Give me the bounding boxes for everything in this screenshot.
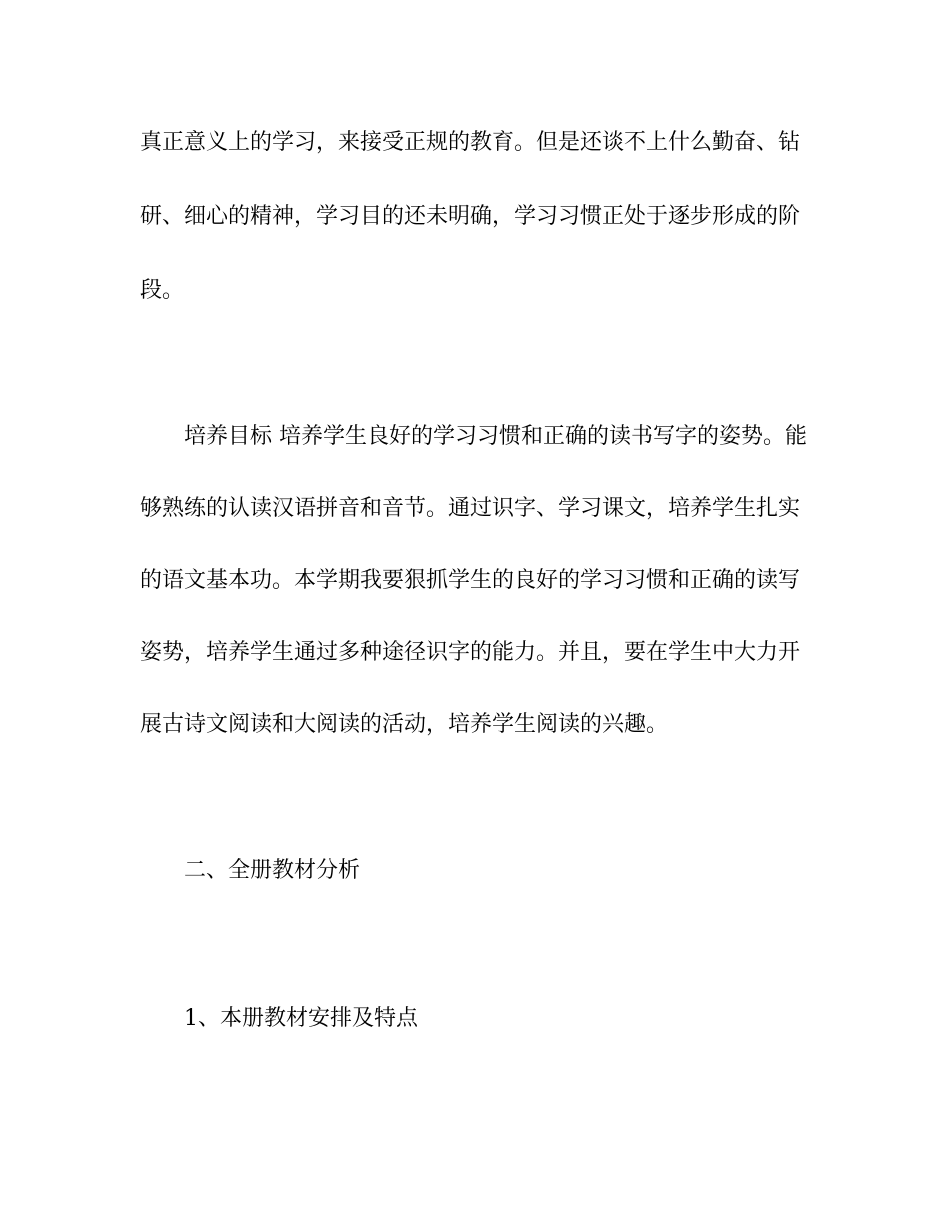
paragraph-line: 真正意义上的学习，来接受正规的教育。但是还谈不上什么勤奋、钻 [140, 130, 801, 155]
paragraph-line: 的语文基本功。本学期我要狠抓学生的良好的学习习惯和正确的读写 [140, 568, 801, 593]
paragraph-line: 够熟练的认读汉语拼音和音节。通过识字、学习课文，培养学生扎实 [140, 496, 801, 521]
paragraph-line: 段。 [140, 278, 185, 303]
paragraph-line: 培养目标 培养学生良好的学习习惯和正确的读书写字的姿势。能 [184, 424, 807, 449]
section-heading: 二、全册教材分析 [184, 858, 361, 883]
paragraph-line: 姿势，培养学生通过多种途径识字的能力。并且，要在学生中大力开 [140, 640, 801, 665]
subsection-heading: 1、本册教材安排及特点 [184, 1006, 418, 1031]
paragraph-line: 研、细心的精神，学习目的还未明确，学习习惯正处于逐步形成的阶 [140, 204, 801, 229]
paragraph-line: 展古诗文阅读和大阅读的活动，培养学生阅读的兴趣。 [140, 712, 669, 737]
